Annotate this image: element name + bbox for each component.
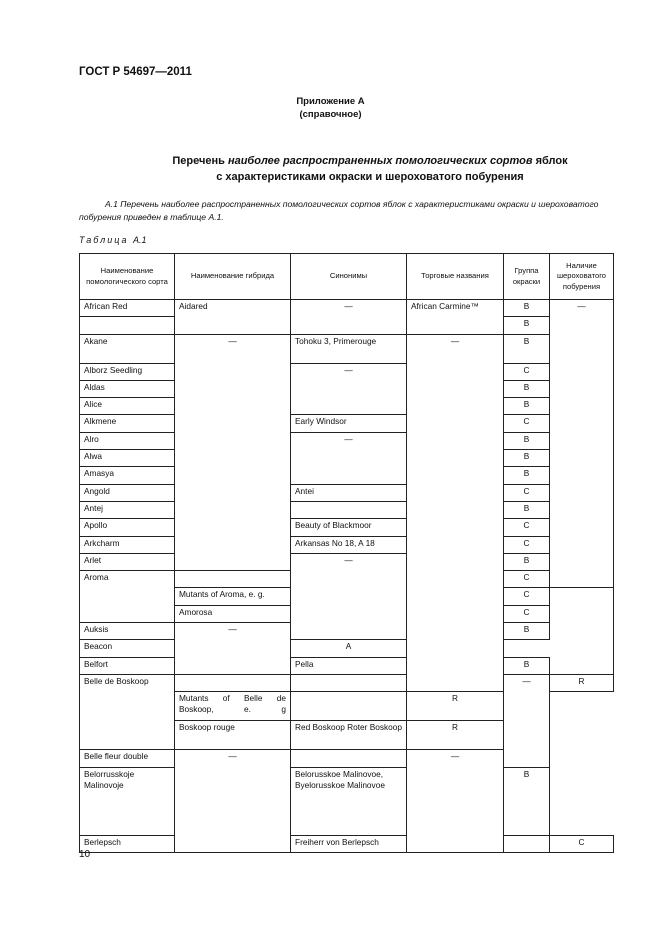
cell-synonym-empty xyxy=(291,750,407,767)
cell-variety: Belorrusskoje Malinovoje xyxy=(80,767,175,835)
cell-group: C xyxy=(504,588,550,605)
cell-group: C xyxy=(504,605,550,622)
cell-variety: Arkcharm xyxy=(80,536,175,553)
annex-subtitle: (справочное) xyxy=(299,109,362,120)
table-row xyxy=(80,363,614,380)
cell-variety: Belfort xyxy=(80,657,175,674)
cell-russet: R xyxy=(407,721,504,750)
cell-group: C xyxy=(550,835,614,852)
cell-group: B xyxy=(504,398,550,415)
cell-hybrid-empty xyxy=(175,571,291,588)
cell-variety-empty xyxy=(80,317,175,334)
table-row xyxy=(80,553,614,570)
cell-synonym-empty xyxy=(291,674,407,691)
cell-variety: Amasya xyxy=(80,467,175,484)
cell-group: B xyxy=(504,380,550,397)
cell-variety: Belle fleur double xyxy=(80,750,175,767)
table-row xyxy=(80,835,614,852)
cell-group: C xyxy=(504,484,550,501)
document-header: ГОСТ Р 54697—2011 xyxy=(79,66,192,78)
cell-group: C xyxy=(504,519,550,536)
cell-group: B xyxy=(504,767,550,835)
cell-variety: Alborz Seedling xyxy=(80,363,175,380)
header-color-group: Группа окраски xyxy=(504,254,550,300)
heading-italic: наиболее распространенных помологических сортов xyxy=(227,155,533,167)
cell-variety: Angold xyxy=(80,484,175,501)
cell-group: A xyxy=(291,640,407,657)
cell-russet: R xyxy=(407,692,504,721)
table-row xyxy=(80,767,614,835)
cell-group: B xyxy=(504,501,550,518)
cell-group: C xyxy=(504,363,550,380)
cell-variety: Alro xyxy=(80,432,175,449)
cell-synonym-empty xyxy=(291,501,407,518)
cell-variety: Beacon xyxy=(80,640,175,657)
cell-variety: Auksis xyxy=(80,623,175,640)
cell-russet-dash: — xyxy=(407,750,504,853)
cell-variety: Alwa xyxy=(80,450,175,467)
table-row xyxy=(80,674,614,691)
cell-group: B xyxy=(504,657,550,674)
cell-synonym-dash: — xyxy=(291,363,407,415)
page-number: 10 xyxy=(79,849,91,860)
cell-synonym: Pella xyxy=(291,657,407,674)
cell-group: B xyxy=(504,300,550,317)
cell-russet-dash: — xyxy=(550,300,614,588)
cell-group: B xyxy=(504,623,550,640)
section-heading-line-1 xyxy=(60,155,661,167)
cell-variety: Belle de Boskoop xyxy=(80,674,175,749)
cell-synonym-dash: — xyxy=(291,432,407,484)
cell-group: B xyxy=(504,334,550,363)
cell-hybrid: Aidared xyxy=(175,300,291,335)
cell-hybrid: Boskoop rouge xyxy=(175,721,291,750)
header-russeting: Наличие шероховатого побурения xyxy=(550,254,614,300)
table-row xyxy=(80,657,614,674)
heading-end: яблок xyxy=(532,155,568,167)
cell-synonym: Freiherr von Berlepsch xyxy=(291,835,407,852)
cell-hybrid: Mutants of Aroma, e. g. xyxy=(175,588,291,605)
cell-synonym: Red Boskoop Roter Boskoop xyxy=(291,721,407,750)
table-label-number: А.1 xyxy=(133,235,147,245)
intro-paragraph: А.1 Перечень наиболее распространенных помологических сортов яблок с характеристиками окраски и шероховатого побурения приведен в таблице А.1. xyxy=(79,199,599,222)
cell-variety: Arlet xyxy=(80,553,175,570)
header-trade-names: Торговые названия xyxy=(407,254,504,300)
cell-hybrid: Mutants of Belle de Boskoop, e. g xyxy=(175,692,291,721)
table-row xyxy=(80,501,614,518)
header-hybrid: Наименование гибрида xyxy=(175,254,291,300)
table-label xyxy=(79,235,147,245)
section-heading-line-2: с характеристиками окраски и шероховатого побурения xyxy=(216,171,524,183)
table-row xyxy=(80,519,614,536)
cell-synonym-dash: — xyxy=(291,300,407,335)
cell-group: C xyxy=(504,536,550,553)
cell-synonym: Arkansas No 18, A 18 xyxy=(291,536,407,553)
cell-group: B xyxy=(504,450,550,467)
table-row xyxy=(80,300,614,317)
cell-hybrid-dash: — xyxy=(175,334,291,571)
cell-group: B xyxy=(504,317,550,334)
cell-group: B xyxy=(504,432,550,449)
cell-variety: Apollo xyxy=(80,519,175,536)
cell-synonym: Beauty of Blackmoor xyxy=(291,519,407,536)
cell-variety: Aldas xyxy=(80,380,175,397)
heading-start: Перечень xyxy=(172,155,228,167)
cell-group: B xyxy=(504,467,550,484)
cell-hybrid-empty xyxy=(175,674,291,691)
cell-synonym: Antei xyxy=(291,484,407,501)
cell-russet: R xyxy=(550,674,614,691)
cell-variety: Antej xyxy=(80,501,175,518)
table-row xyxy=(80,640,614,657)
cell-variety: Berlepsch xyxy=(80,835,175,852)
cell-hybrid-dash: — xyxy=(175,623,291,675)
table-row xyxy=(80,415,614,432)
cell-group: B xyxy=(504,553,550,570)
cell-synonym: Early Windsor xyxy=(291,415,407,432)
cell-synonym-dash: — xyxy=(291,553,407,639)
table-row xyxy=(80,432,614,449)
cell-group-dash: — xyxy=(504,674,550,767)
cell-group: C xyxy=(504,415,550,432)
varieties-table xyxy=(79,253,614,853)
table-header-row xyxy=(80,254,614,300)
cell-trade-empty xyxy=(504,835,550,852)
cell-variety: Alkmene xyxy=(80,415,175,432)
cell-hybrid: Amorosa xyxy=(175,605,291,622)
header-variety: Наименование помологического сорта xyxy=(80,254,175,300)
cell-synonym-empty xyxy=(291,692,407,721)
cell-variety: Alice xyxy=(80,398,175,415)
table-row xyxy=(80,536,614,553)
cell-variety: Akane xyxy=(80,334,175,363)
cell-trade-dash: — xyxy=(407,334,504,692)
table-row xyxy=(80,334,614,363)
cell-trade-name: African Carmine™ xyxy=(407,300,504,335)
cell-group: C xyxy=(504,571,550,588)
cell-hybrid-dash: — xyxy=(175,750,291,853)
table-row xyxy=(80,484,614,501)
table-label-prefix: Таблица xyxy=(79,235,129,245)
cell-synonym: Tohoku 3, Primerouge xyxy=(291,334,407,363)
cell-synonym: Belorusskoe Malinovoe, Byelorusskoe Malinovoe xyxy=(291,767,407,835)
cell-variety: Aroma xyxy=(80,571,175,623)
cell-variety: African Red xyxy=(80,300,175,317)
annex-title: Приложение А xyxy=(296,96,365,107)
header-synonyms: Синонимы xyxy=(291,254,407,300)
